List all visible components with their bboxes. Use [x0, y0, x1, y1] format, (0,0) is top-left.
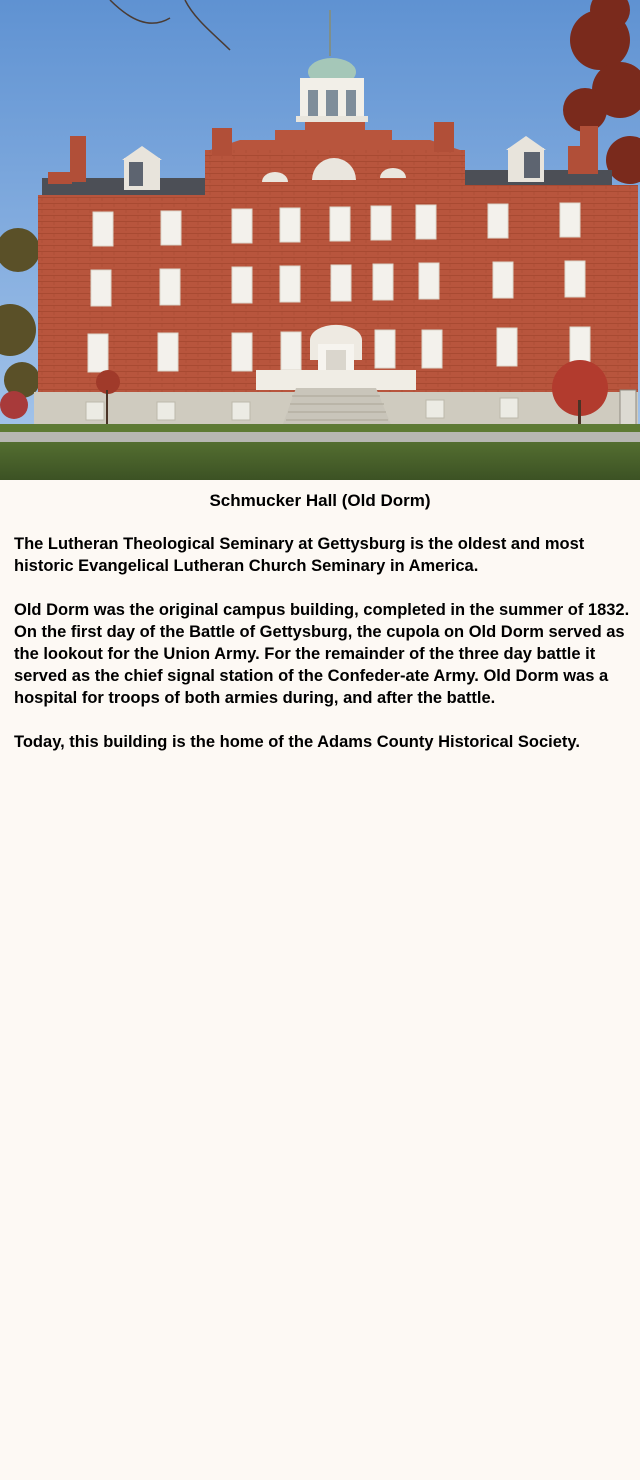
article-body: [14, 533, 630, 775]
today-paragraph: Today, this building is the home of the Adams County Historical Society.: [14, 733, 580, 751]
photo-caption: Schmucker Hall (Old Dorm): [209, 491, 431, 510]
intro-paragraph: The Lutheran Theological Seminary at Gettysburg is the oldest and most historic Evangelical Lutheran Church Seminary in America.: [14, 535, 585, 575]
history-paragraph: Old Dorm was the original campus building, completed in the summer of 1832. On the first day of the Battle of Gettysburg, the cupola on Old Dorm served as the lookout for the Union Army. For the remainder of the three day battle it served as the chief signal station of the Confeder-ate Army. Old Dorm was a hospital for troops of both armies during, and after the battle.: [14, 601, 630, 707]
schmucker-hall-image: [0, 0, 640, 480]
building-photo: [0, 0, 640, 480]
